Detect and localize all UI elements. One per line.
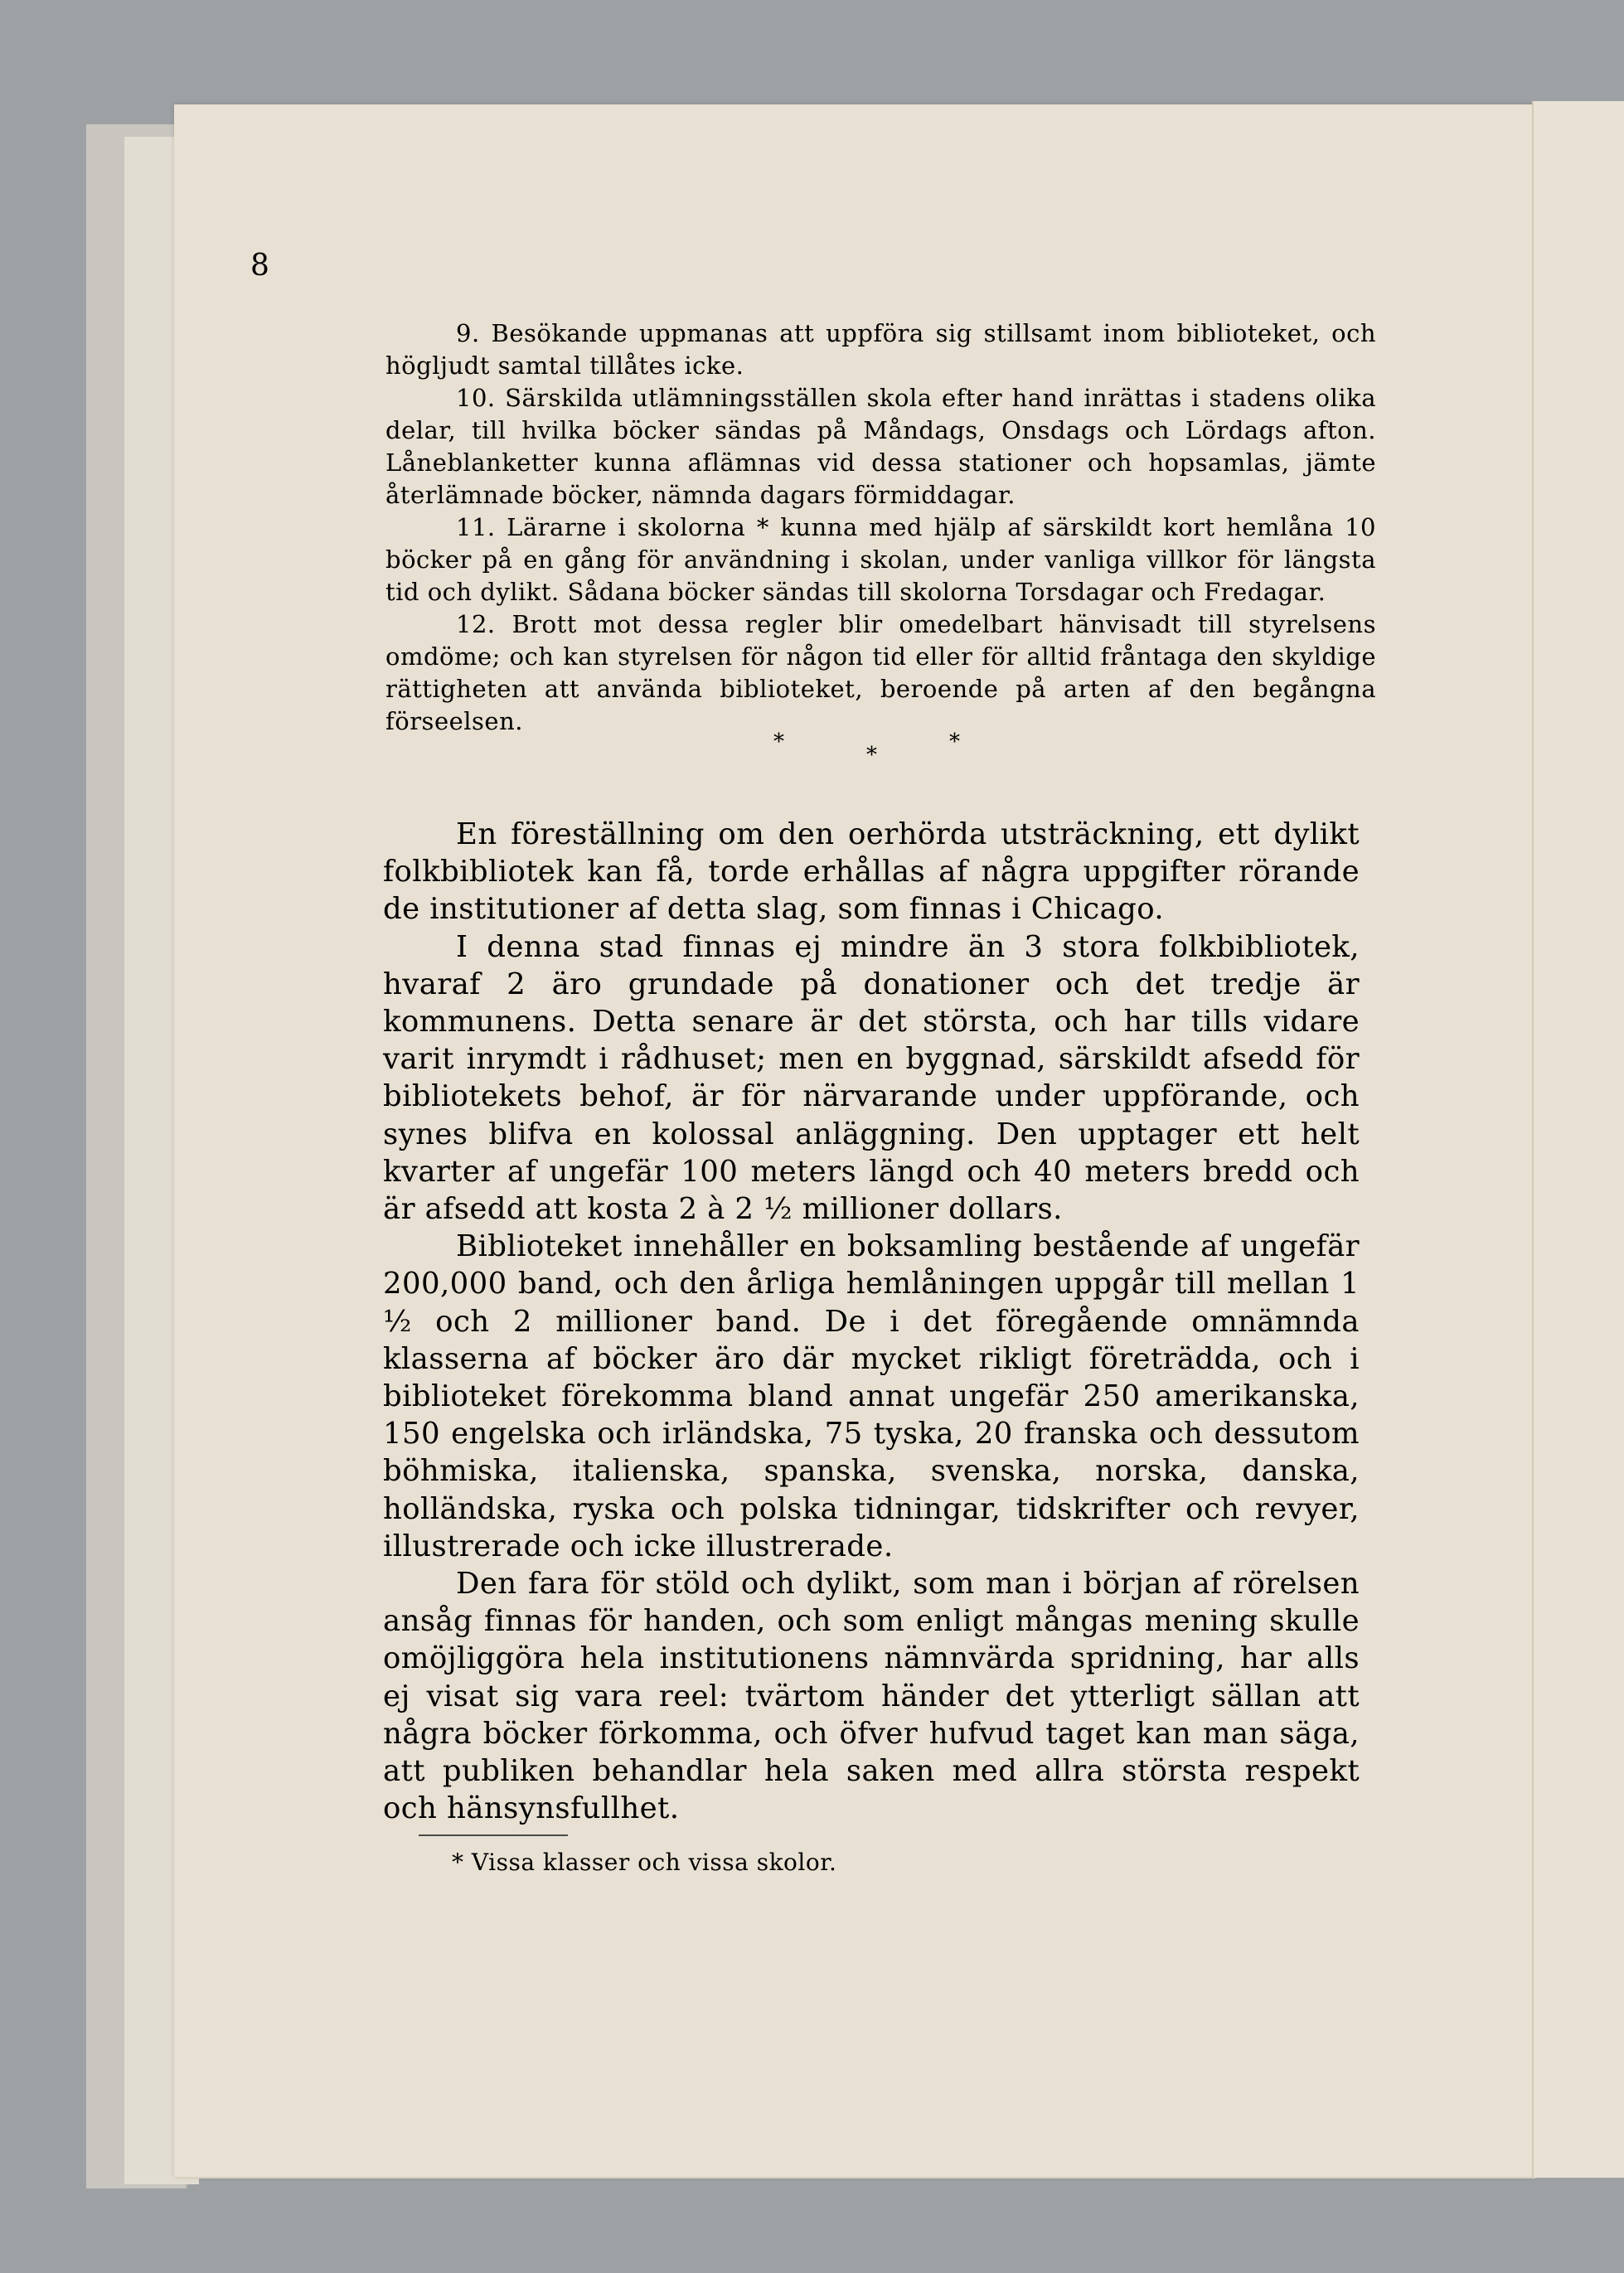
paragraph-collection: Biblioteket innehåller en boksamling bestående af ungefär 200,000 band, och den årliga hemlåningen uppgår till mellan 1 ½ och 2 millioner band. De i det föregående omnämnda klasserna af böcker äro där mycket rikligt företrädda, och i biblioteket förekomma bland annat ungefär 250 amerikanska, 150 engelska och irländska, 75 tyska, 20 franska och dessutom böhmiska, italienska, spanska, svenska, norska, danska, holländska, ryska och polska tidningar, tidskrifter och revyer, illustrerade och icke illustrerade. <box>383 1229 1360 1563</box>
library-rules <box>385 317 1376 738</box>
paragraph-chicago: I denna stad finnas ej mindre än 3 stora folkbibliotek, hvaraf 2 äro grundade på donationer och det tredje är kommunens. Detta senare är det största, och har tills vidare varit inrymdt i rådhuset; men en byggnad, särskildt afsedd för bibliotekets behof, är för närvarande under uppförande, och synes blifva en kolossal anläggning. Den upptager ett helt kvarter af ungefär 100 meters längd och 40 meters bredd och är afsedd att kosta 2 à 2 ½ millioner dollars. <box>383 929 1360 1227</box>
separator-star: * <box>866 743 877 768</box>
paragraph-theft: Den fara för stöld och dylikt, som man i början af rörelsen ansåg finnas för handen, och som enligt mångas mening skulle omöjliggöra hela institutionens nämnvärda spridning, har alls ej visat sig vara reel: tvärtom händer det ytterligt sällan att några böcker förkomma, och öfver hufvud taget kan man säga, att publiken behandlar hela saken med allra största respekt och hänsynsfullhet. <box>383 1567 1360 1826</box>
rule-9: 9. Besökande uppmanas att uppföra sig stillsamt inom biblioteket, och högljudt samtal tillåtes icke. <box>385 319 1376 380</box>
page-number: 8 <box>250 249 269 283</box>
rule-11: 11. Lärarne i skolorna * kunna med hjälp af särskildt kort hemlåna 10 böcker på en gång för användning i skolan, under vanliga villkor för längsta tid och dylikt. Sådana böcker sändas till skolorna Torsdagar och Fredagar. <box>385 513 1376 606</box>
separator-star: * <box>773 729 784 754</box>
facing-page-edge <box>1532 101 1624 2178</box>
main-text <box>383 816 1360 1827</box>
rule-12: 12. Brott mot dessa regler blir omedelbart hänvisadt till styrelsens omdöme; och kan styrelsen för någon tid eller för alltid fråntaga den skyldige rättigheten att använda biblioteket, beroende på arten af den begångna förseelsen. <box>385 610 1376 735</box>
separator-star: * <box>949 729 960 754</box>
rule-10: 10. Särskilda utlämningsställen skola efter hand inrättas i stadens olika delar, till hvilka böcker sändas på Måndags, Onsdags och Lördags afton. Låneblanketter kunna aflämnas vid dessa stationer och hopsamlas, jämte återlämnade böcker, nämnda dagars förmiddagar. <box>385 384 1376 509</box>
footnote-divider <box>419 1834 568 1836</box>
paragraph-intro: En föreställning om den oerhörda utsträckning, ett dylikt folkbibliotek kan få, torde erhållas af några uppgifter rörande de institutioner af detta slag, som finnas i Chicago. <box>383 817 1360 927</box>
footnote: * Vissa klasser och vissa skolor. <box>452 1849 837 1876</box>
section-separator <box>763 729 978 779</box>
